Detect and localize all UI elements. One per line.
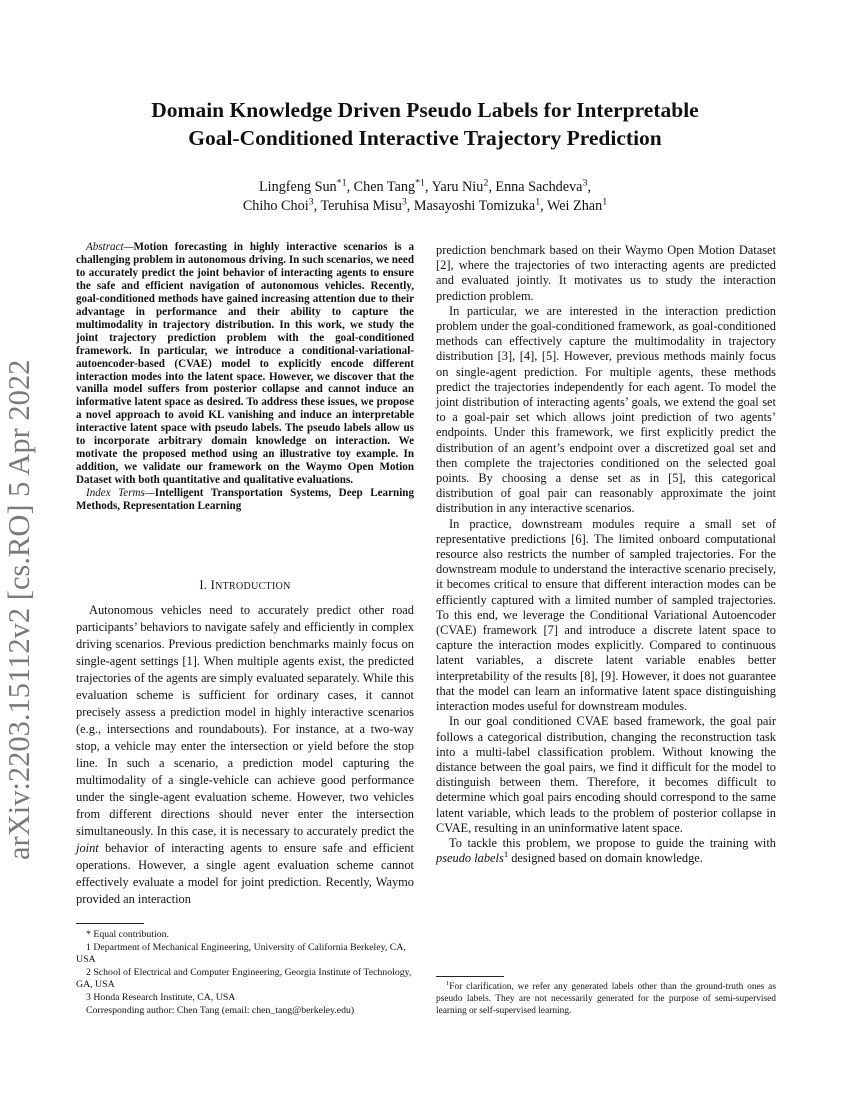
authors-line-2: Chiho Choi$^3$, Teruhisa Misu$^3$, Masayoshi Tomizuka$^1$, Wei Zhan$^1$ <box>242 196 608 214</box>
abstract-paragraph: Abstract—Motion forecasting in highly interactive scenarios is a challenging problem in autonomous driving. In such scenarios, we need to accurately predict the joint behavior of interacting agents to ensure the safe and efficient navigation of autonomous vehicles. Recently, goal-conditioned methods have gained increasing attention due to their advantage in performance and their ability to capture the multimodality in trajectory distribution. In this work, we study the joint trajectory prediction problem with the goal-conditioned framework. In particular, we introduce a conditional-variational-autoencoder-based (CVAE) model to explicitly encode different interaction modes into the latent space. However, we discover that the vanilla model suffers from posterior collapse and cannot induce an informative latent space as desired. To address these issues, we propose a novel approach to avoid KL vanishing and induce an interpretable interactive latent space with pseudo labels. The pseudo labels allow us to incorporate arbitrary domain knowledge on interaction. We motivate the proposed method using an illustrative toy example. In addition, we validate our framework on the Waymo Open Motion Dataset with both quantitative and qualitative evaluations. <box>76 241 414 487</box>
footnote-divider <box>76 923 144 924</box>
index-terms-label: Index Terms <box>86 487 145 500</box>
intro-paragraph-3: In particular, we are interested in the interaction prediction problem under the goal-conditioned framework, as goal-conditioned methods can effectively capture the multimodality in trajectory distribution [3], [4], [5]. However, previous methods mainly focus on single-agent prediction. For multiple agents, these methods predict the trajectories independently for each agent. To model the joint distribution of interacting agents’ goals, we extend the goal set to a goal-pair set which allows joint prediction of two agents’ endpoints. Under this framework, we first explicitly predict the distribution of an agent’s endpoint over a discretized goal set and then complete the trajectories conditioned on the selected goal points. By choosing a dense set as in [5], this categorical distribution of goal pair can reasonably approximate the joint distribution in any interactive scenarios. <box>436 303 776 516</box>
section-numeral: I. <box>199 578 211 592</box>
footnote-corresponding-author: Corresponding author: Chen Tang (email: chen_tang@berkeley.edu) <box>86 1004 355 1016</box>
footnote-mark: 1 <box>446 979 450 987</box>
title-line-2: Goal-Conditioned Interactive Trajectory Prediction <box>188 126 662 150</box>
section-title-initial: I <box>210 578 216 592</box>
intro-paragraph-4: In practice, downstream modules require a small set of representative predictions [6]. The limited onboard computational resource also restricts the number of sampled trajectories. For the downstream module to understand the interactive scenario precisely, it becomes critical to ensure that different interaction modes can be efficiently captured with a limited number of sampled trajectories. To this end, we leverage the Conditional Variational Autoencoder (CVAE) framework [7] and introduce a discrete latent space to capture the interaction modes explicitly. Compared to continuous latent variables, a discrete latent variable enables better interpretability of the results [8], [9]. However, it does not guarantee that the model can learn an informative latent space distinguishing interaction modes useful for downstream modules. <box>436 516 776 714</box>
abstract-label: Abstract <box>86 241 124 253</box>
intro-paragraph-6: To tackle this problem, we propose to guide the training with pseudo labels$^1$ designed based on domain knowledge. <box>436 835 776 866</box>
pseudo-label-footnote <box>436 981 776 1017</box>
intro-paragraph-2: prediction benchmark based on their Waymo Open Motion Dataset [2], where the trajectories of two interacting agents are predicted and evaluated jointly. It motivates us to study the interaction prediction problem. <box>436 243 776 303</box>
emphasis-pseudo-labels: pseudo labels <box>436 851 504 866</box>
footnote-text: For clarification, we refer any generated labels other than the ground-truth ones as pseudo labels. They are not necessarily generated for the purpose of semi-supervised learning or self-supervised learning. <box>436 982 776 1016</box>
section-heading-introduction <box>76 578 414 593</box>
arxiv-identifier: arXiv:2203.15112v2 [cs.RO] 5 Apr 2022 <box>2 359 36 860</box>
affiliation-footnotes <box>76 929 414 1017</box>
emphasis-joint: joint <box>76 841 99 855</box>
section-title-rest: NTRODUCTION <box>215 581 291 592</box>
paper-title <box>100 96 750 152</box>
intro-paragraph-5: In our goal conditioned CVAE based framework, the goal pair follows a categorical distribution, changing the reconstruction task into a multi-label classification problem. Without knowing the distance between the goal pairs, we find it difficult for the model to distinguish between them. Therefore, it becomes difficult to determine which goal pairs encoding should correspond to the same latent variable, which leads to the problem of posterior collapse in CVAE, resulting in an uninformative latent space. <box>436 714 776 835</box>
footnote-affiliation-2: 2 School of Electrical and Computer Engineering, Georgia Institute of Technology, GA, USA <box>76 966 412 991</box>
index-terms: Index Terms—Intelligent Transportation Systems, Deep Learning Methods, Representation Learning <box>76 487 414 513</box>
footnote-equal-contribution: * Equal contribution. <box>86 929 169 940</box>
abstract <box>76 241 414 513</box>
index-terms-text: Intelligent Transportation Systems, Deep Learning Methods, Representation Learning <box>76 487 414 513</box>
footnote-affiliation-1: 1 Department of Mechanical Engineering, University of California Berkeley, CA, USA <box>76 941 406 966</box>
footnote-divider-right <box>436 976 504 977</box>
title-line-1: Domain Knowledge Driven Pseudo Labels for Interpretable <box>151 98 699 122</box>
intro-right-column <box>436 243 776 866</box>
footnote-affiliation-3: 3 Honda Research Institute, CA, USA <box>86 991 236 1003</box>
footnote-ref-1: 1 <box>503 849 509 859</box>
abstract-text: Motion forecasting in highly interactive scenarios is a challenging problem in autonomous driving. In such scenarios, we need to accurately predict the joint behavior of interacting agents to ensure the safe and efficient navigation of autonomous vehicles. Recently, goal-conditioned methods have gained increasing attention due to their advantage in performance and their ability to capture the multimodality in trajectory distribution. In this work, we study the joint trajectory prediction problem with the goal-conditioned framework. In particular, we introduce a conditional-variational-autoencoder-based (CVAE) model to explicitly encode different interaction modes into the latent space. However, we discover that the vanilla model suffers from posterior collapse and cannot induce an informative latent space as desired. To address these issues, we propose a novel approach to avoid KL vanishing and induce an interpretable interactive latent space with pseudo labels. The pseudo labels allow us to incorporate arbitrary domain knowledge on interaction. We motivate the proposed method using an illustrative toy example. In addition, we validate our framework on the Waymo Open Motion Dataset with both quantitative and qualitative evaluations. <box>76 241 414 487</box>
author-list <box>100 178 750 216</box>
intro-left-column <box>76 602 414 908</box>
authors-line-1: Lingfeng Sun$^{*1}$, Chen Tang$^{*1}$, Yaru Niu$^2$, Enna Sachdeva$^3$, <box>259 177 591 195</box>
intro-paragraph-1: Autonomous vehicles need to accurately predict other road participants’ behaviors to navigate safely and efficiently in complex driving scenarios. Previous prediction benchmarks mainly focus on single-agent settings [1]. When multiple agents exist, the predicted trajectories of the agents are simply evaluated separately. While this evaluation scheme is sufficient for ordinary cases, it cannot precisely assess a prediction model in highly interactive scenarios (e.g., intersections and roundabouts). For instance, at a two-way stop, a vehicle may enter the intersection or yield before the stop line. In such a scenario, a prediction model capturing the multimodality of a single-vehicle can achieve good performance under the single-agent evaluation scheme. However, two vehicles from different directions should never enter the intersection simultaneously. In this case, it is necessary to accurately predict the joint behavior of interacting agents to ensure safe and efficient operations. However, a single agent evaluation scheme cannot effectively evaluate a model for joint prediction. Recently, Waymo provided an interaction <box>76 603 414 906</box>
